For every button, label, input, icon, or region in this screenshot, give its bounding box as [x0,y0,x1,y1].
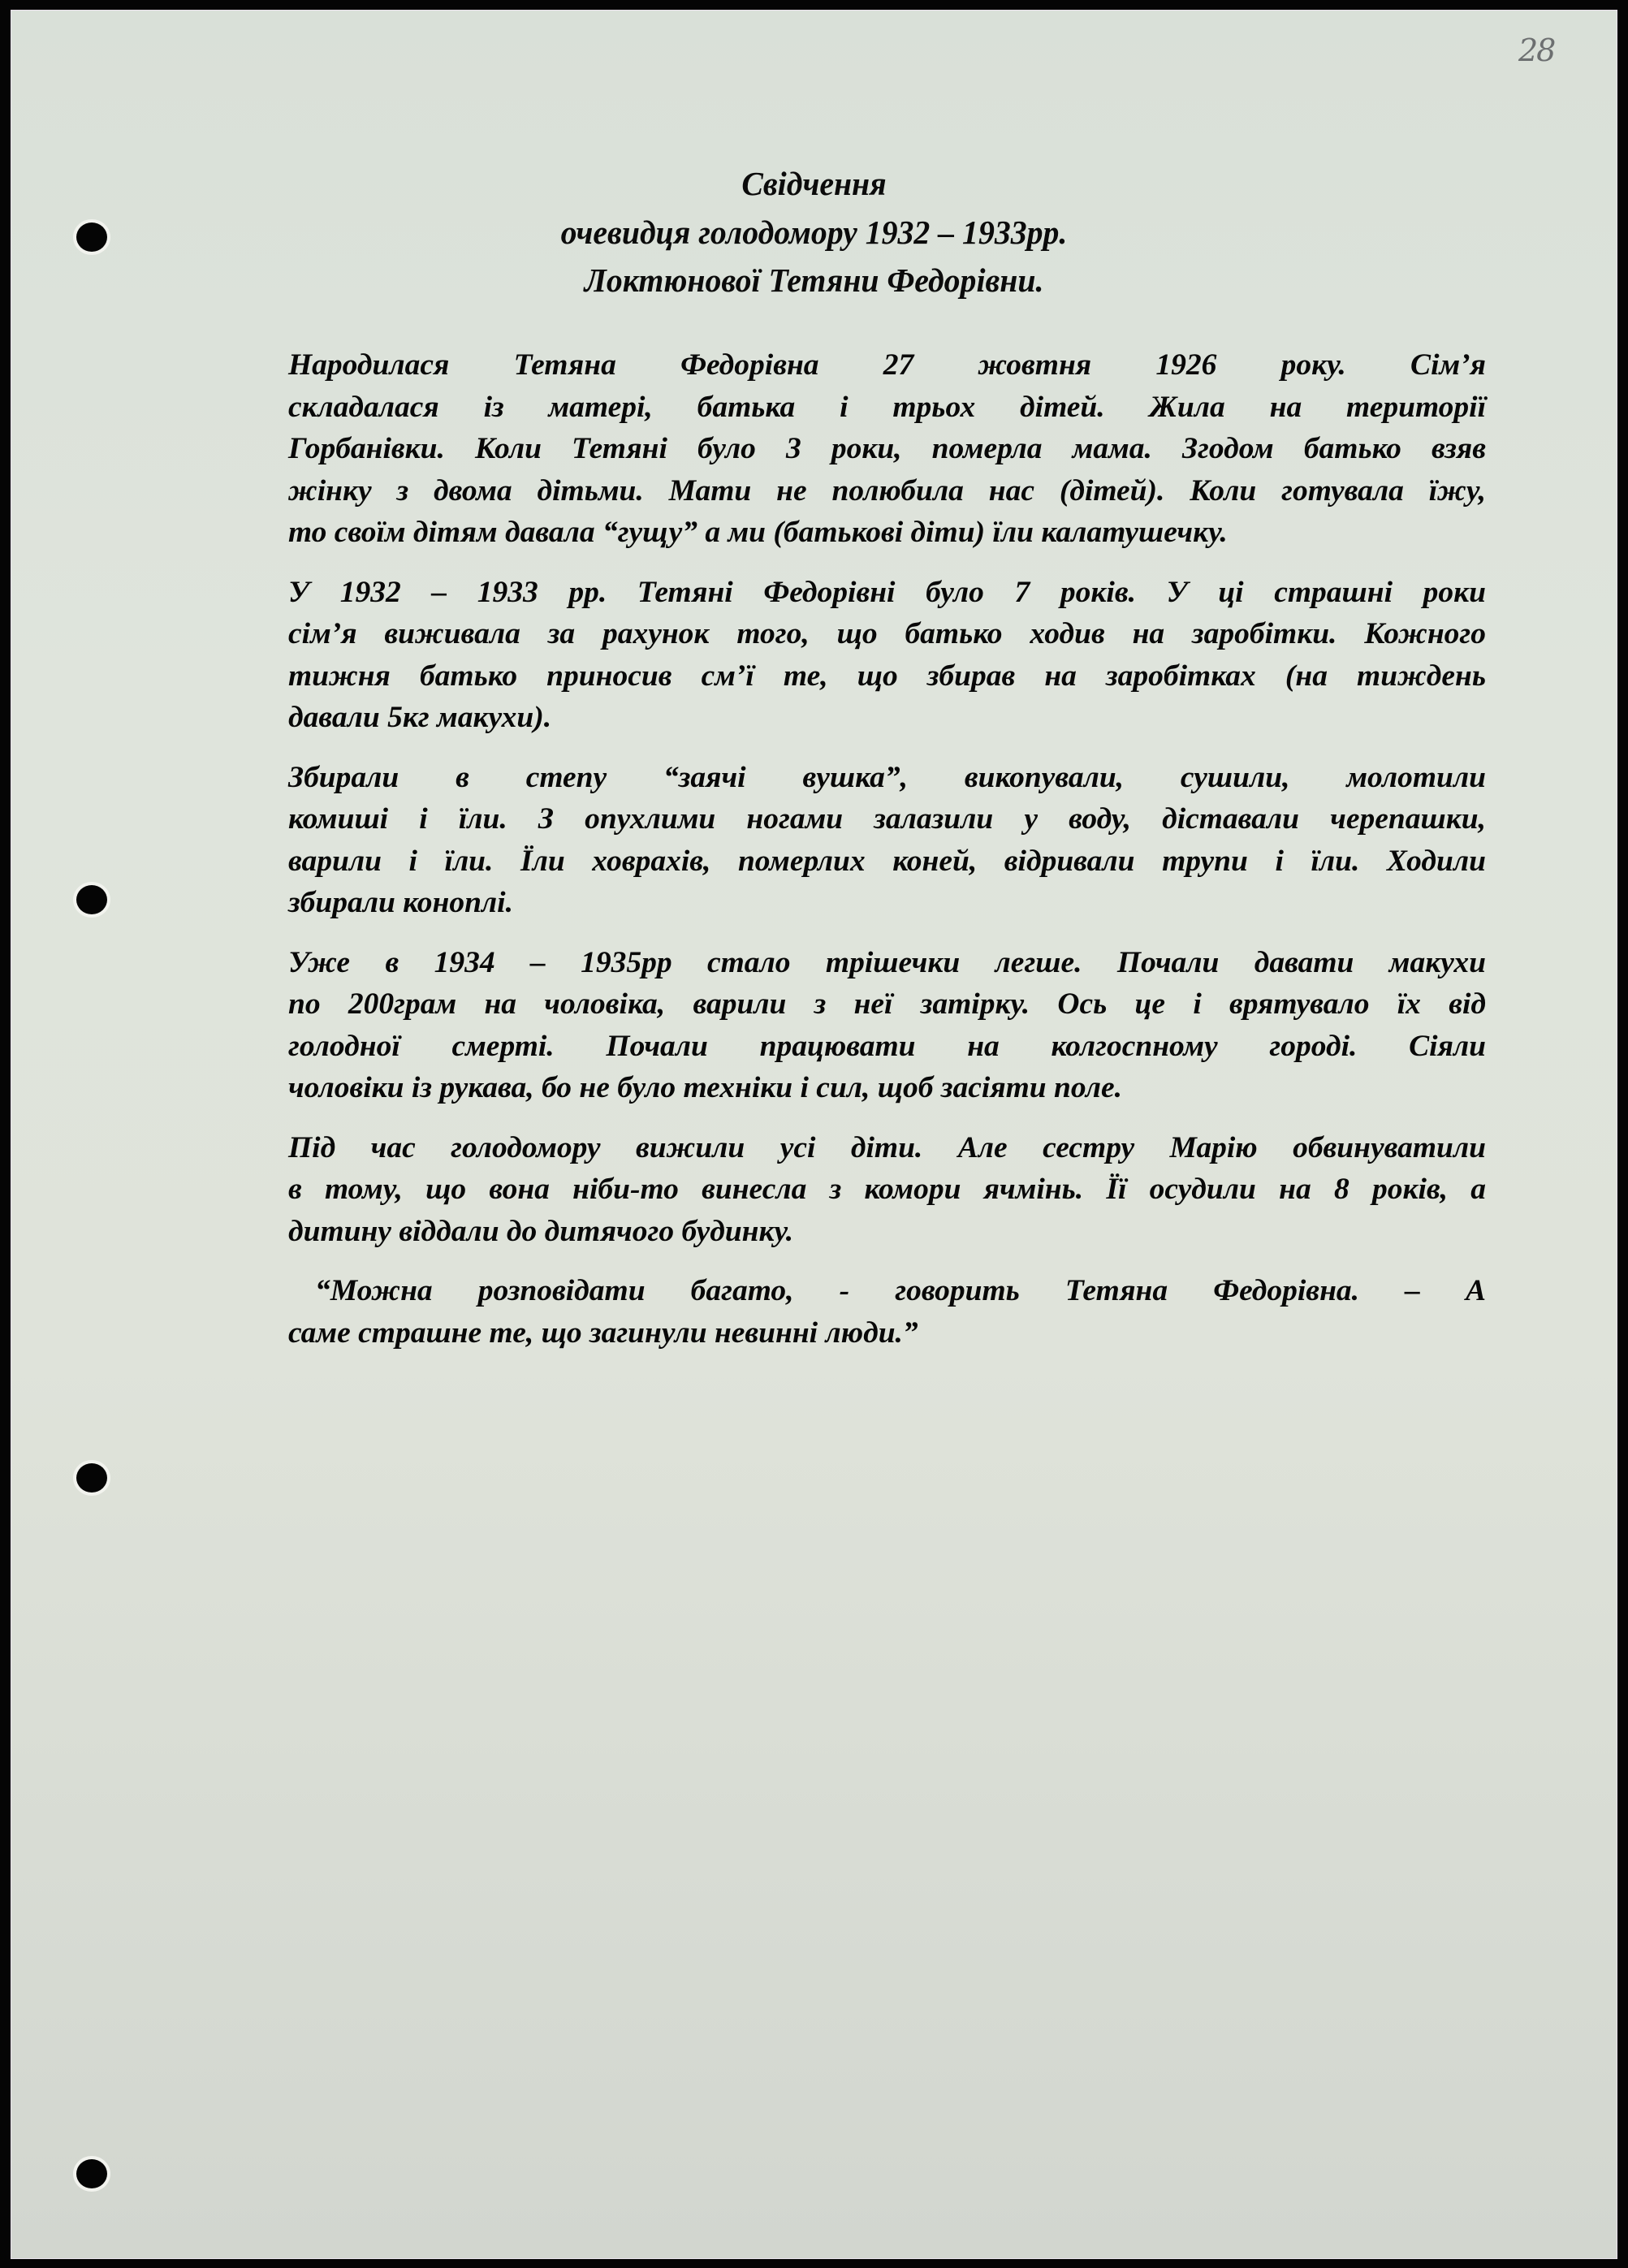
text-line: “Можна розповідати багато, - говорить Тетяна Федорівна. – А [315,1274,1486,1307]
text-line: Збирали в степу “заячі вушка”, викопували, сушили, молотили [288,760,1486,794]
text-line: в тому, що вона ніби-то винесла з комори ячмінь. Її осудили на 8 років, а [288,1173,1486,1206]
text-line: варили і їли. Їли ховрахів, померлих коней, відривали трупи і їли. Ходили [288,844,1486,878]
paragraph [218,1127,1486,1253]
punch-hole [76,2159,107,2188]
paragraph [218,942,1486,1109]
text-line: комиші і їли. З опухлими ногами залазили у воду, діставали черепашки, [288,802,1486,836]
punch-hole [76,1463,107,1493]
text-line: Уже в 1934 – 1935рр стало трішечки легше. Почали давати макухи [288,945,1486,979]
paragraph [218,757,1486,924]
text-line: У 1932 – 1933 рр. Тетяні Федорівні було 7 років. У ці страшні роки [288,575,1486,609]
text-line: тижня батько приносив см’ї те, що збирав на заробітках (на тиждень [288,659,1486,693]
text-line: дитину віддали до дитячого будинку. [288,1214,794,1248]
testimony-body [218,344,1486,1372]
text-line: Горбанівки. Коли Тетяні було 3 роки, померла мама. Згодом батько взяв [288,432,1486,465]
text-line: голодної смерті. Почали працювати на колгоспному городі. Сіяли [288,1029,1486,1063]
text-line: Під час голодомору вижили усі діти. Але сестру Марію обвинуватили [288,1130,1486,1164]
paragraph [218,572,1486,739]
paragraph [218,344,1486,554]
punch-hole [76,885,107,914]
text-line: складалася із матері, батька і трьох дітей. Жила на території [288,390,1486,424]
text-line: саме страшне те, що загинули невинні люди.” [288,1315,918,1350]
document-title: Свідчення [741,165,887,202]
text-line: жінку з двома дітьми. Мати не полюбила нас (дітей). Коли готувала їжу, [288,473,1486,508]
text-line: давали 5кг макухи). [288,701,552,734]
document-subject-name: Локтюнової Тетяни Федорівни. [584,261,1044,299]
handwritten-page-number: 28 [1518,32,1555,68]
text-line: то своїм дітям давала “гущу” а ми (батькові діти) їли калатушечку. [288,516,1228,549]
text-line: збирали коноплі. [288,886,513,919]
document-subtitle: очевидця голодомору 1932 – 1933рр. [560,214,1068,251]
text-line: сім’я виживала за рахунок того, що батько ходив на заробітки. Кожного [288,617,1486,650]
text-line: чоловіки із рукава, бо не було техніки і сил, щоб засіяти поле. [288,1071,1122,1104]
text-line: Народилася Тетяна Федорівна 27 жовтня 1926 року. Сім’я [288,348,1486,382]
closing-quote-paragraph [218,1270,1486,1354]
text-line: по 200грам на чоловіка, варили з неї затірку. Ось це і врятувало їх від [288,987,1486,1021]
